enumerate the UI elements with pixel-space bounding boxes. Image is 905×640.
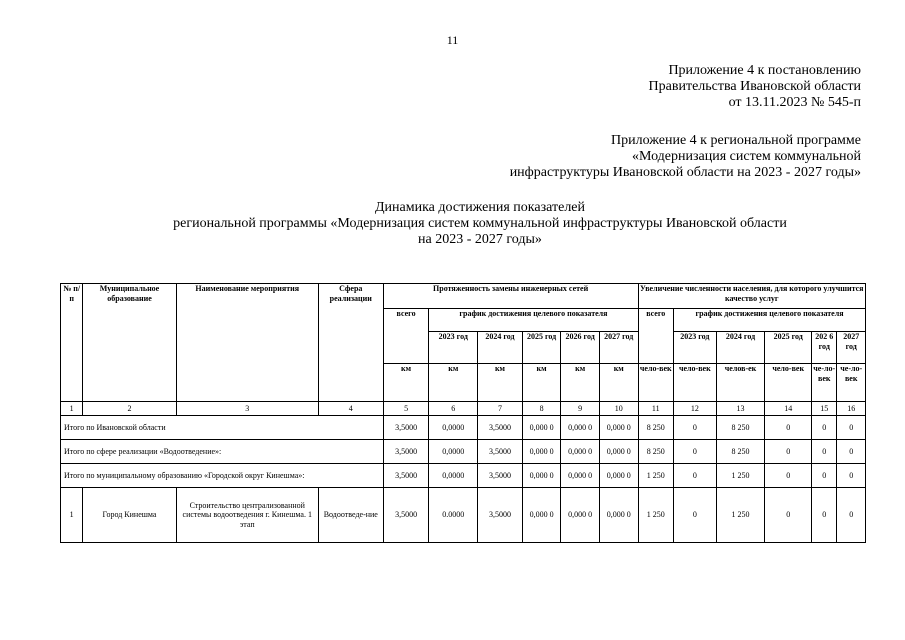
- row-number: 1: [61, 488, 83, 543]
- header-row-1: [61, 284, 866, 309]
- table-cell: 0: [674, 464, 717, 488]
- table-cell: 3,5000: [478, 440, 523, 464]
- column-number: 11: [638, 402, 674, 416]
- column-number: 8: [522, 402, 561, 416]
- header-unit-len: км: [383, 364, 429, 402]
- table-cell: 0,000 0: [522, 440, 561, 464]
- table-row: [61, 488, 866, 543]
- header-unit-pop: че-ло-век: [812, 364, 837, 402]
- header-num: № п/ п: [61, 284, 83, 402]
- header-sphere: Сфера реализации: [318, 284, 383, 402]
- title-line: на 2023 - 2027 годы»: [418, 232, 542, 247]
- table-cell: 0: [812, 416, 837, 440]
- header-population-group: Увеличение численности населения, для которого улучшится качество услуг: [638, 284, 865, 309]
- column-number: 12: [674, 402, 717, 416]
- page-number: 11: [446, 33, 459, 47]
- table-cell: 1 250: [638, 464, 674, 488]
- table-cell: 0: [837, 416, 866, 440]
- header-length-group: Протяженность замены инженерных сетей: [383, 284, 638, 309]
- column-number: 5: [383, 402, 429, 416]
- summary-row-sphere: [61, 440, 866, 464]
- table-cell: 3,5000: [478, 488, 523, 543]
- table-cell: 3,5000: [383, 464, 429, 488]
- table-cell: 0: [765, 416, 812, 440]
- header-year-len: 2025 год: [522, 332, 561, 364]
- table-cell: 0,000 0: [522, 488, 561, 543]
- table-cell: 0: [765, 488, 812, 543]
- summary-label: Итого по муниципальному образованию «Городской округ Кинешма»:: [61, 464, 384, 488]
- header-year-len: 2024 год: [478, 332, 523, 364]
- summary-label: Итого по Ивановской области: [61, 416, 384, 440]
- column-number: 6: [429, 402, 478, 416]
- header-unit-len: км: [522, 364, 561, 402]
- table-cell: 0: [837, 440, 866, 464]
- sphere-cell: Водоотведе-ние: [318, 488, 383, 543]
- table-cell: 0,000 0: [561, 440, 600, 464]
- appendix-decree-line: Правительства Ивановской области: [648, 79, 861, 94]
- header-unit-pop: челов-ек: [716, 364, 765, 402]
- column-number: 14: [765, 402, 812, 416]
- table-cell: 0,0000: [429, 440, 478, 464]
- header-unit-len: км: [429, 364, 478, 402]
- table-cell: 3,5000: [478, 416, 523, 440]
- table-cell: 8 250: [716, 440, 765, 464]
- table-cell: 0,000 0: [599, 416, 638, 440]
- header-year-pop: 2027 год: [837, 332, 866, 364]
- header-length-total: всего: [383, 309, 429, 364]
- table-cell: 0: [837, 488, 866, 543]
- summary-row-region: [61, 416, 866, 440]
- table-cell: 0: [674, 440, 717, 464]
- table-cell: 8 250: [716, 416, 765, 440]
- table-cell: 0,000 0: [599, 440, 638, 464]
- title-line: Динамика достижения показателей: [374, 200, 586, 215]
- header-unit-pop: чело-век: [674, 364, 717, 402]
- column-number: 15: [812, 402, 837, 416]
- table-cell: 0: [812, 488, 837, 543]
- header-year-pop: 2024 год: [716, 332, 765, 364]
- header-year-len: 2023 год: [429, 332, 478, 364]
- appendix-program-block: [510, 133, 861, 181]
- table-cell: 0.0000: [429, 488, 478, 543]
- activity-cell: Строительство централизованной системы водоотведения г. Кинешма. 1 этап: [176, 488, 318, 543]
- appendix-program-line: «Модернизация систем коммунальной: [631, 149, 861, 164]
- header-year-pop: 2023 год: [674, 332, 717, 364]
- column-number: 7: [478, 402, 523, 416]
- header-year-pop: 202 6 год: [812, 332, 837, 364]
- header-unit-len: км: [599, 364, 638, 402]
- table-cell: 0,0000: [429, 464, 478, 488]
- table-cell: 0: [765, 440, 812, 464]
- header-unit-pop: чело-век: [765, 364, 812, 402]
- header-unit-pop: че-ло-век: [837, 364, 866, 402]
- table-cell: 3,5000: [383, 440, 429, 464]
- table-cell: 0: [812, 440, 837, 464]
- header-pop-schedule: график достижения целевого показателя: [674, 309, 866, 332]
- summary-label: Итого по сфере реализации «Водоотведение»:: [61, 440, 384, 464]
- indicators-table: [60, 283, 866, 543]
- column-number: 13: [716, 402, 765, 416]
- title-line: региональной программы «Модернизация систем коммунальной инфраструктуры Ивановской области: [173, 216, 787, 231]
- header-unit-len: км: [561, 364, 600, 402]
- header-year-len: 2027 год: [599, 332, 638, 364]
- header-activity: Наименование мероприятия: [176, 284, 318, 402]
- header-municipality: Муниципальное образование: [83, 284, 176, 402]
- table-cell: 3,5000: [478, 464, 523, 488]
- header-unit-pop: чело-век: [638, 364, 674, 402]
- table-cell: 0,000 0: [522, 464, 561, 488]
- column-number: 2: [83, 402, 176, 416]
- table-cell: 0,000 0: [599, 464, 638, 488]
- table-cell: 0: [812, 464, 837, 488]
- table-cell: 0,000 0: [522, 416, 561, 440]
- table-cell: 0: [674, 416, 717, 440]
- column-number: 1: [61, 402, 83, 416]
- table-cell: 0,0000: [429, 416, 478, 440]
- table-cell: 0,000 0: [599, 488, 638, 543]
- table-cell: 0: [674, 488, 717, 543]
- table-cell: 8 250: [638, 416, 674, 440]
- column-number: 9: [561, 402, 600, 416]
- table-cell: 0,000 0: [561, 416, 600, 440]
- table-cell: 0: [837, 464, 866, 488]
- table-cell: 0,000 0: [561, 488, 600, 543]
- appendix-program-line: Приложение 4 к региональной программе: [611, 133, 861, 148]
- header-year-pop: 2025 год: [765, 332, 812, 364]
- column-numbers-row: [61, 402, 866, 416]
- appendix-decree-line: Приложение 4 к постановлению: [668, 63, 861, 78]
- table-cell: 0: [765, 464, 812, 488]
- table-cell: 3,5000: [383, 416, 429, 440]
- document-title: [0, 200, 905, 248]
- table-cell: 1 250: [716, 464, 765, 488]
- appendix-decree-line: от 13.11.2023 № 545-п: [728, 95, 861, 110]
- table-cell: 3,5000: [383, 488, 429, 543]
- header-length-schedule: график достижения целевого показателя: [429, 309, 638, 332]
- column-number: 10: [599, 402, 638, 416]
- table-cell: 8 250: [638, 440, 674, 464]
- table-cell: 1 250: [638, 488, 674, 543]
- municipality-cell: Город Кинешма: [83, 488, 176, 543]
- header-year-len: 2026 год: [561, 332, 600, 364]
- table-cell: 0,000 0: [561, 464, 600, 488]
- appendix-decree-block: [649, 63, 861, 111]
- header-unit-len: км: [478, 364, 523, 402]
- column-number: 4: [318, 402, 383, 416]
- column-number: 3: [176, 402, 318, 416]
- table-cell: 1 250: [716, 488, 765, 543]
- header-pop-total: всего: [638, 309, 674, 364]
- summary-row-municipality: [61, 464, 866, 488]
- column-number: 16: [837, 402, 866, 416]
- appendix-program-line: инфраструктуры Ивановской области на 2023 - 2027 годы»: [509, 165, 861, 180]
